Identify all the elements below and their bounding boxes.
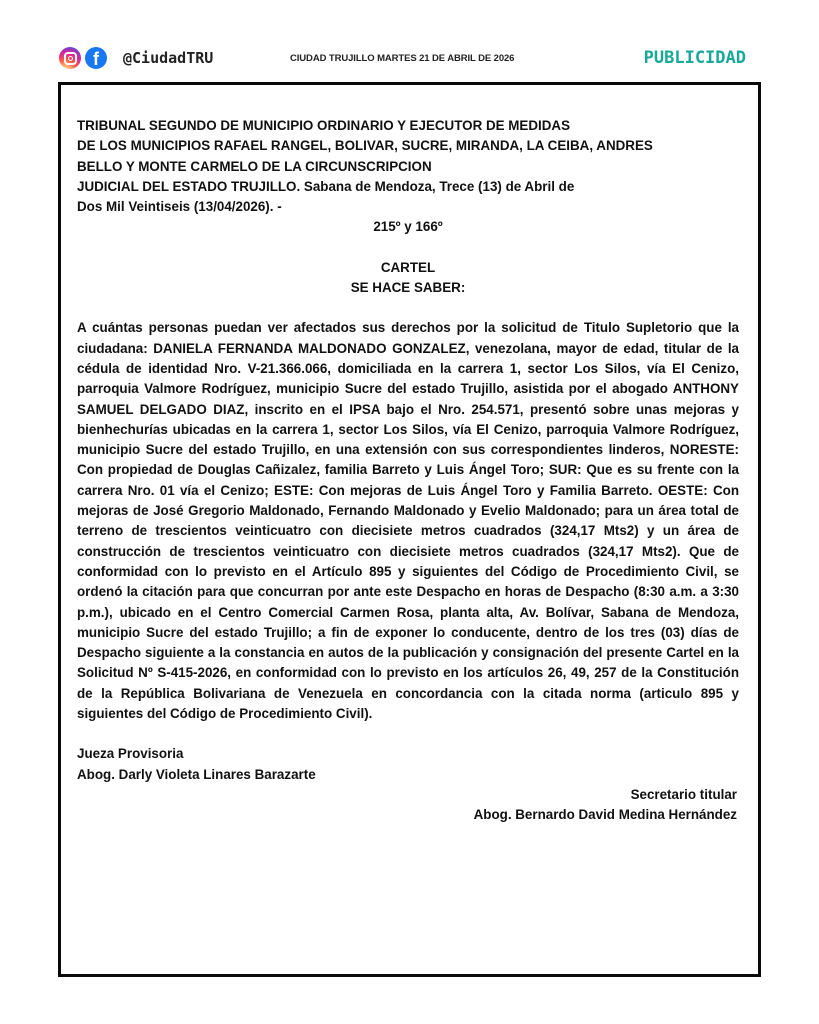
- heading-line: DE LOS MUNICIPIOS RAFAEL RANGEL, BOLIVAR, SUCRE, MIRANDA, LA CEIBA, ANDRES: [77, 138, 653, 154]
- social-icons: [59, 47, 107, 69]
- section-label: PUBLICIDAD: [643, 48, 746, 68]
- instagram-icon[interactable]: [59, 47, 81, 69]
- heading-line: JUDICIAL DEL ESTADO TRUJILLO. Sabana de Mendoza, Trece (13) de Abril de: [77, 178, 575, 194]
- social-handle: @CiudadTRU: [123, 49, 214, 67]
- judge-signature: [77, 744, 739, 785]
- secretary-name: Abog. Bernardo David Medina Hernández: [473, 807, 737, 823]
- notice-frame: [58, 82, 761, 977]
- notice-title: CARTEL: [380, 259, 436, 275]
- heading-line: TRIBUNAL SEGUNDO DE MUNICIPIO ORDINARIO Y EJECUTOR DE MEDIDAS: [77, 118, 571, 133]
- notice-content: [77, 116, 739, 826]
- notice-subtitle: SE HACE SABER:: [350, 280, 466, 296]
- judge-role: Jueza Provisoria: [77, 746, 184, 762]
- heading-line: Dos Mil Veintiseis (13/04/2026). -: [77, 199, 282, 215]
- notice-body: A cuántas personas puedan ver afectados sus derechos por la solicitud de Titulo Supletorio que la ciudadana: DANIELA FERNANDA MALDONADO GONZALEZ, venezolana, mayor de edad, titular de la cédula de identidad Nro. V-21.366.066, domiciliada en la carrera 1, sector Los Silos, vía El Cenizo, parroquia Valmore Rodríguez, municipio Sucre del estado Trujillo, asistida por el abogado ANTHONY SAMUEL DELGADO DIAZ, inscrito en el IPSA bajo el Nro. 254.571, presentó sobre unas mejoras y bienhechurías ubicadas en la carrera 1, sector Los Silos, vía El Cenizo, parroquia Valmore Rodríguez, municipio Sucre del estado Trujillo, en una extensión con sus correspondientes linderos, NORESTE: Con propiedad de Douglas Cañizalez, familia Barreto y Luis Ángel Toro; SUR: Que es su frente con la carrera Nro. 01 vía el Cenizo; ESTE: Con mejoras de Luis Ángel Toro y Familia Barreto. OESTE: Con mejoras de José Gregorio Maldonado, Fernando Maldonado y Evelio Maldonado; para un área total de terreno de trescientos veinticuatro con diecisiete metros cuadrados (324,17 Mts2) y un área de construcción de trescientos veinticuatro con diecisiete metros cuadrados (324,17 Mts2). Que de conformidad con lo previsto en el Artículo 895 y siguientes del Código de Procedimiento Civil, se ordenó la citación para que concurran por ante este Despacho en horas de Despacho (8:30 a.m. a 3:30 p.m.), ubicado en el Centro Comercial Carmen Rosa, planta alta, Av. Bolívar, Sabana de Mendoza, municipio Sucre del estado Trujillo; a fin de exponer lo conducente, dentro de los tres (03) días de Despacho siguiente a la constancia en autos de la publicación y consignación del presente Cartel en la Solicitud Nº S-415-2026, en conformidad con lo previsto en los artículos 26, 49, 257 de la Constitución de la República Bolivariana de Venezuela en concordancia con la citada norma (articulo 895 y siguientes del Código de Procedimiento Civil).: [77, 320, 739, 722]
- secretary-role: Secretario titular: [630, 786, 737, 802]
- secretary-signature: [77, 785, 739, 826]
- heading-line: BELLO Y MONTE CARMELO DE LA CIRCUNSCRIPCION: [77, 158, 432, 174]
- judge-name: Abog. Darly Violeta Linares Barazarte: [77, 766, 316, 782]
- publication-dateline: CIUDAD TRUJILLO MARTES 21 DE ABRIL DE 2026: [290, 53, 515, 64]
- court-heading: [77, 116, 739, 217]
- facebook-icon[interactable]: f: [85, 47, 107, 69]
- page-header: [58, 44, 760, 76]
- years-line: 215º y 166º: [373, 219, 443, 235]
